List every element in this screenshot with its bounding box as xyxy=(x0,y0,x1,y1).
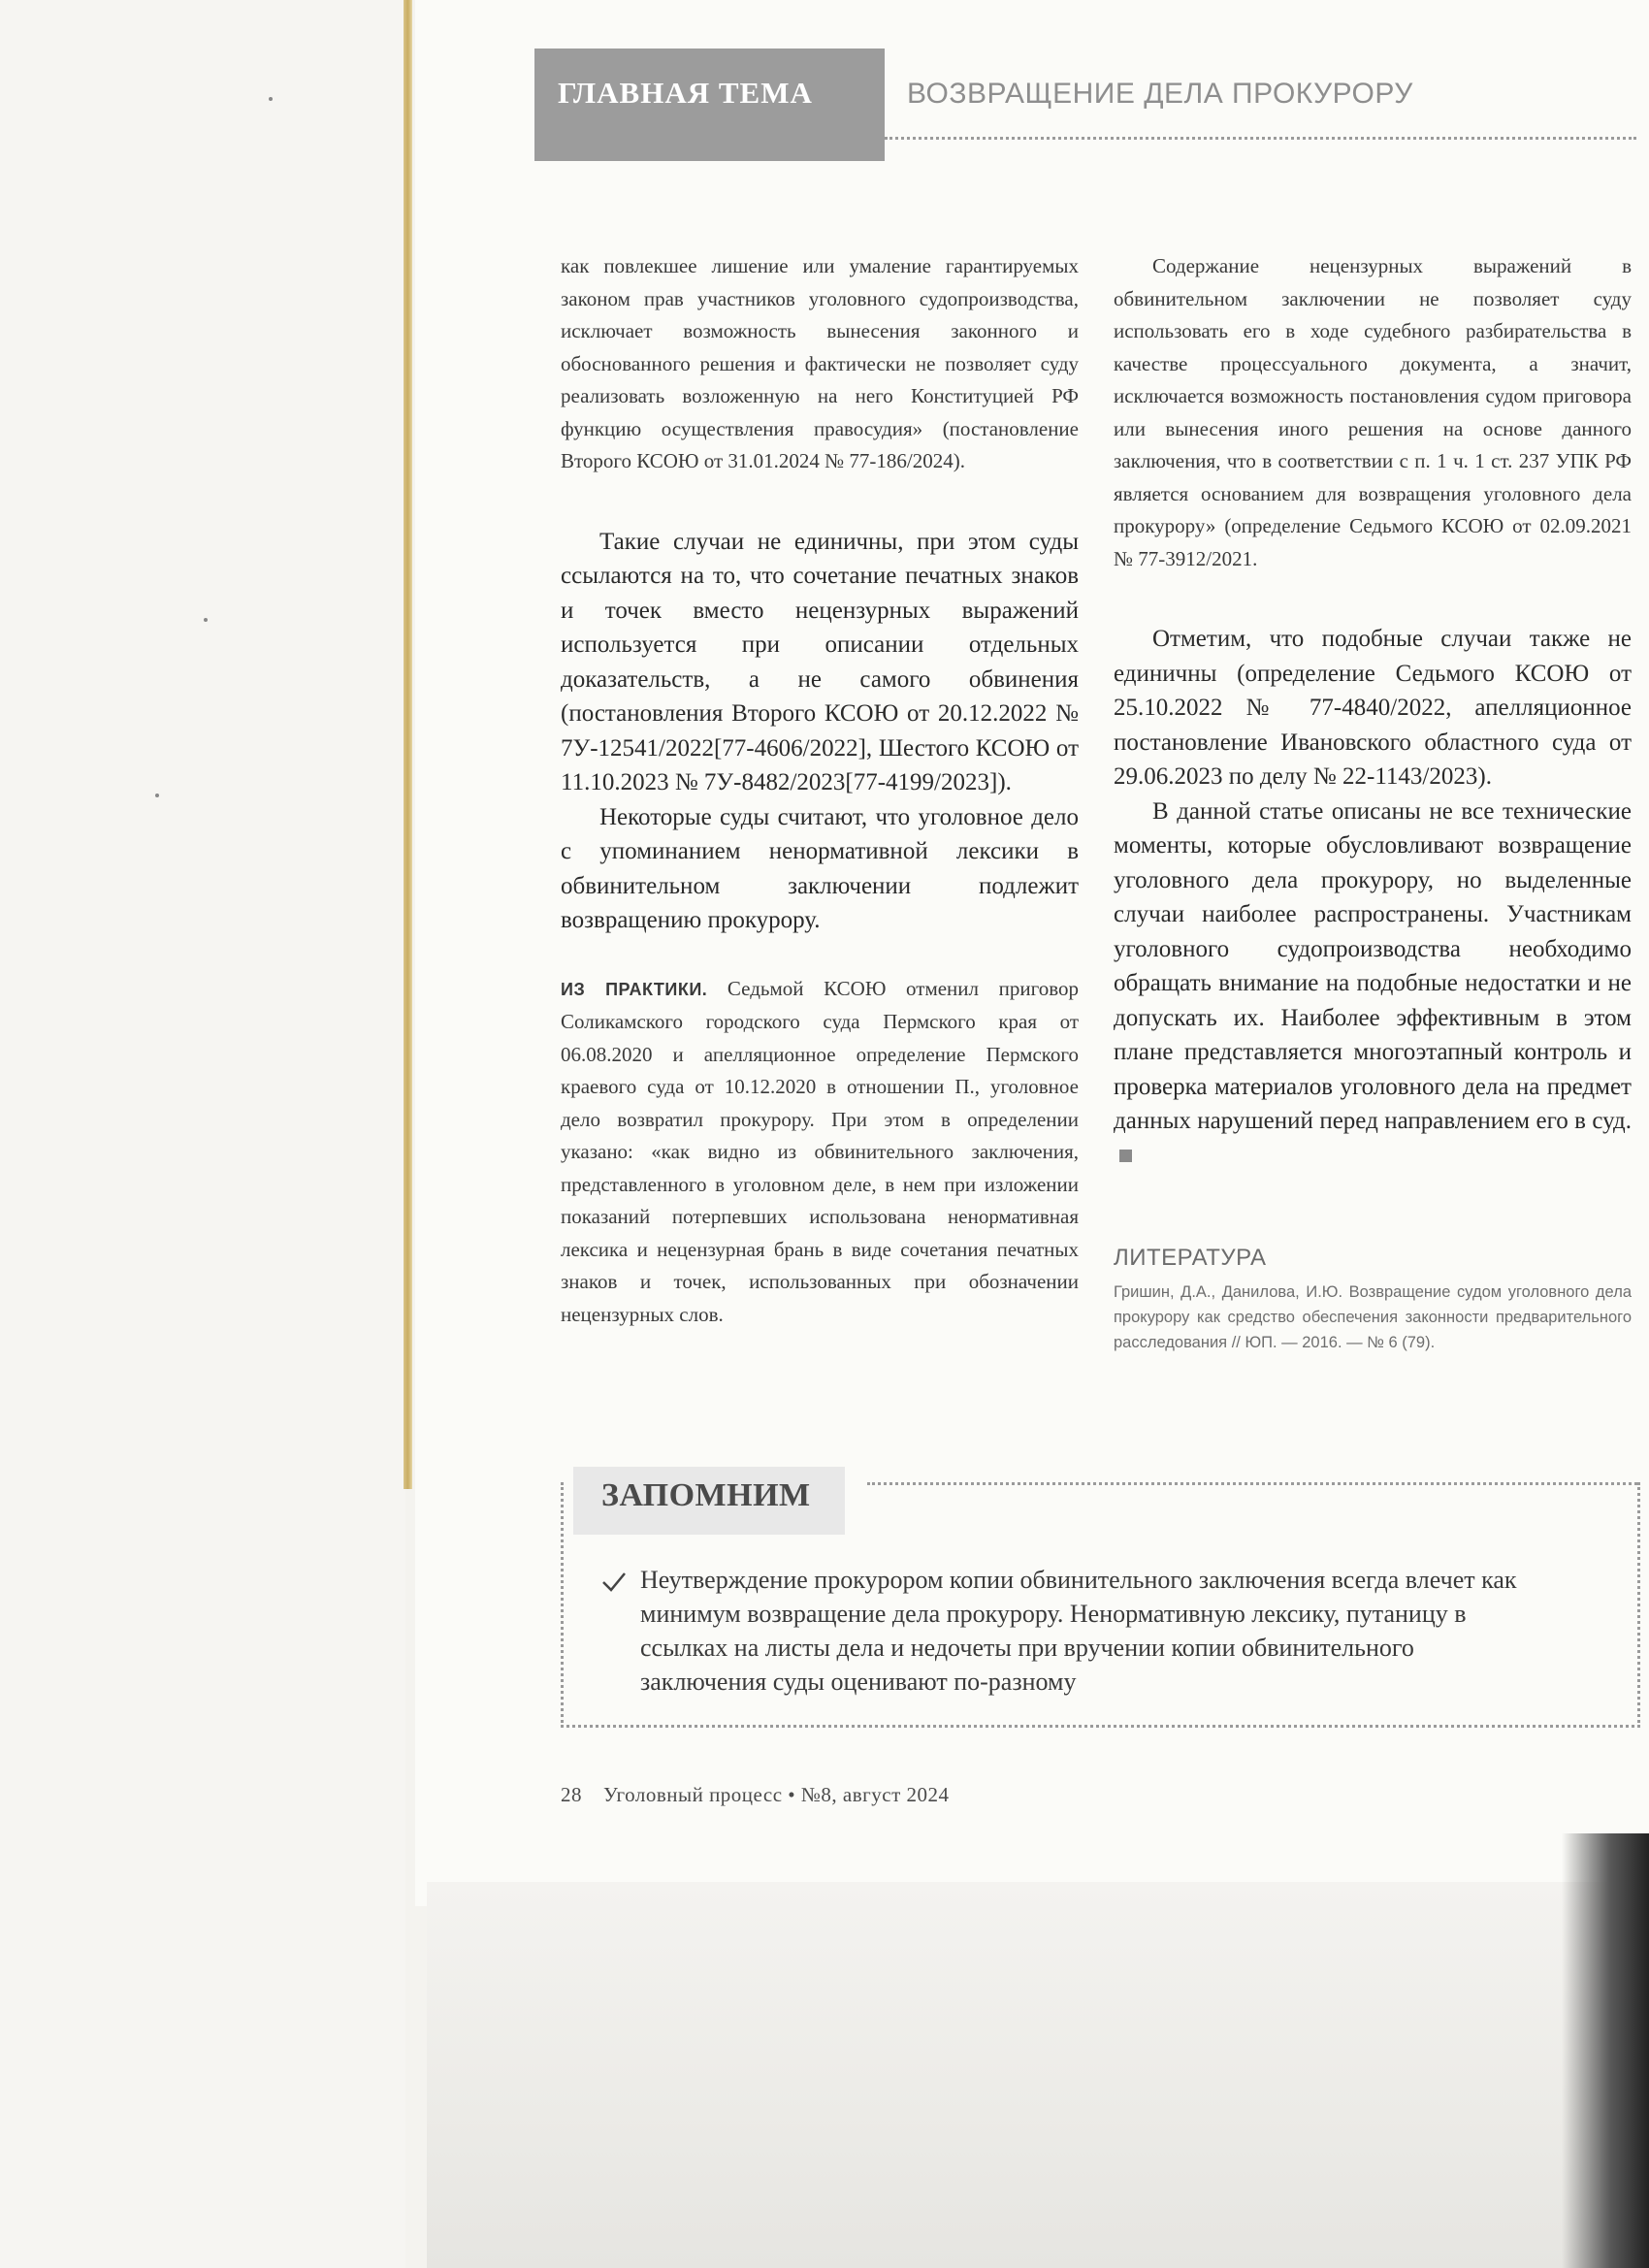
header-rule xyxy=(885,137,1636,140)
publication-info: Уголовный процесс • №8, август 2024 xyxy=(603,1783,950,1806)
literature-heading: ЛИТЕРАТУРА xyxy=(1114,1245,1267,1271)
scan-corner-shadow xyxy=(1562,1833,1649,2268)
page-gilt-edge xyxy=(404,0,412,1489)
literature-reference: Гришин, Д.А., Данилова, И.Ю. Возвращение судом уголовного дела прокурору как средство обеспечения законности предварительного расследования // ЮП. — 2016. — № 6 (79). xyxy=(1114,1283,1632,1351)
right-paragraph-2: Отметим, что подобные случаи также не единичны (определение Седьмого КСОЮ от 25.10.2022 № 77-4840/2022, апелляционное постановление Ивановского областного суда от 29.06.2023 по делу № 22-1143/2023). xyxy=(1114,626,1632,790)
practice-text: Седьмой КСОЮ отменил приговор Соликамского городского суда Пермского края от 06.08.2020 и апелляционное определение Пермского краевого суда от 10.12.2020 в отношении П., уголовное дело возвратил прокурору. При этом в определении указано: «как видно из обвинительного заключения, представленного в уголовном деле, в нем при изложении показаний потерпевших использована ненормативная лексика и нецензурная брань в виде сочетания печатных знаков и точек, использованных при обозначении нецензурных слов. xyxy=(561,976,1079,1326)
right-column xyxy=(1114,250,1632,1355)
right-paragraph-1: Содержание нецензурных выражений в обвинительном заключении не позволяет суду использовать его в ходе судебного разбирательства в качестве процессуального документа, а значит, исключается возможность постановления судом приговора или вынесения иного решения на основе данного заключения, что в соответствии с п. 1 ч. 1 ст. 237 УПК РФ является основанием для возвращения уголовного дела прокурору» (определение Седьмого КСОЮ от 02.09.2021 № 77-3912/2021. xyxy=(1114,254,1632,570)
remember-title: ЗАПОМНИМ xyxy=(601,1477,811,1513)
scan-speck xyxy=(269,97,273,101)
right-paragraph-3-text: В данной статье описаны не все технические моменты, которые обусловливают возвращение уголовного дела прокурору, но выделенные случаи наиболее распространены. Участникам уголовного судопроизводства необходимо обращать внимание на подобные недостатки и не допускать их. Наиболее эффективным в этом плане представляется многоэтапный контроль и проверка материалов уголовного дела на предмет данных нарушений перед направлением его в суд. xyxy=(1114,797,1632,1134)
section-tag: ГЛАВНАЯ ТЕМА xyxy=(558,76,813,110)
right-paragraph-3 xyxy=(1114,794,1632,1174)
left-paragraph-2: Такие случаи не единичны, при этом суды ссылаются на то, что сочетание печатных знаков и точек вместо нецензурных выражений используется при описании отдельных доказательств, а не самого обвинения (постановления Второго КСОЮ от 20.12.2022 № 7У-12541/2022[77-4606/2022], Шестого КСОЮ от 11.10.2023 № 7У-8482/2023[77-4199/2023]). xyxy=(561,528,1079,795)
left-column xyxy=(561,250,1079,1331)
remember-box-top-rule xyxy=(867,1482,1637,1485)
scan-margin xyxy=(0,0,405,2268)
end-of-article-mark xyxy=(1119,1150,1132,1162)
section-title: ВОЗВРАЩЕНИЕ ДЕЛА ПРОКУРОРУ xyxy=(907,78,1413,110)
scan-speck xyxy=(155,794,159,797)
left-paragraph-1: как повлекшее лишение или умаление гарантируемых законом прав участников уголовного судопроизводства, исключает возможность вынесения законного и обоснованного решения и фактически не позволяет суду реализовать возложенную на него Конституцией РФ функцию осуществления правосудия» (постановление Второго КСОЮ от 31.01.2024 № 77-186/2024). xyxy=(561,254,1079,472)
practice-paragraph xyxy=(561,973,1079,1332)
practice-lead: ИЗ ПРАКТИКИ. xyxy=(561,979,708,999)
scan-speck xyxy=(204,618,208,622)
check-icon xyxy=(601,1570,627,1595)
page-footer xyxy=(561,1783,950,1807)
page-number: 28 xyxy=(561,1783,582,1806)
scan-shadow xyxy=(427,1882,1649,2268)
left-paragraph-3: Некоторые суды считают, что уголовное дело с упоминанием ненормативной лексики в обвинительном заключении подлежит возвращению прокурору. xyxy=(561,803,1079,933)
remember-text: Неутверждение прокурором копии обвинительного заключения всегда влечет как минимум возвращение дела прокурору. Ненормативную лексику, путаницу в ссылках на листы дела и недочеты при вручении копии обвинительного заключения суды оценивают по-разному xyxy=(640,1566,1517,1696)
